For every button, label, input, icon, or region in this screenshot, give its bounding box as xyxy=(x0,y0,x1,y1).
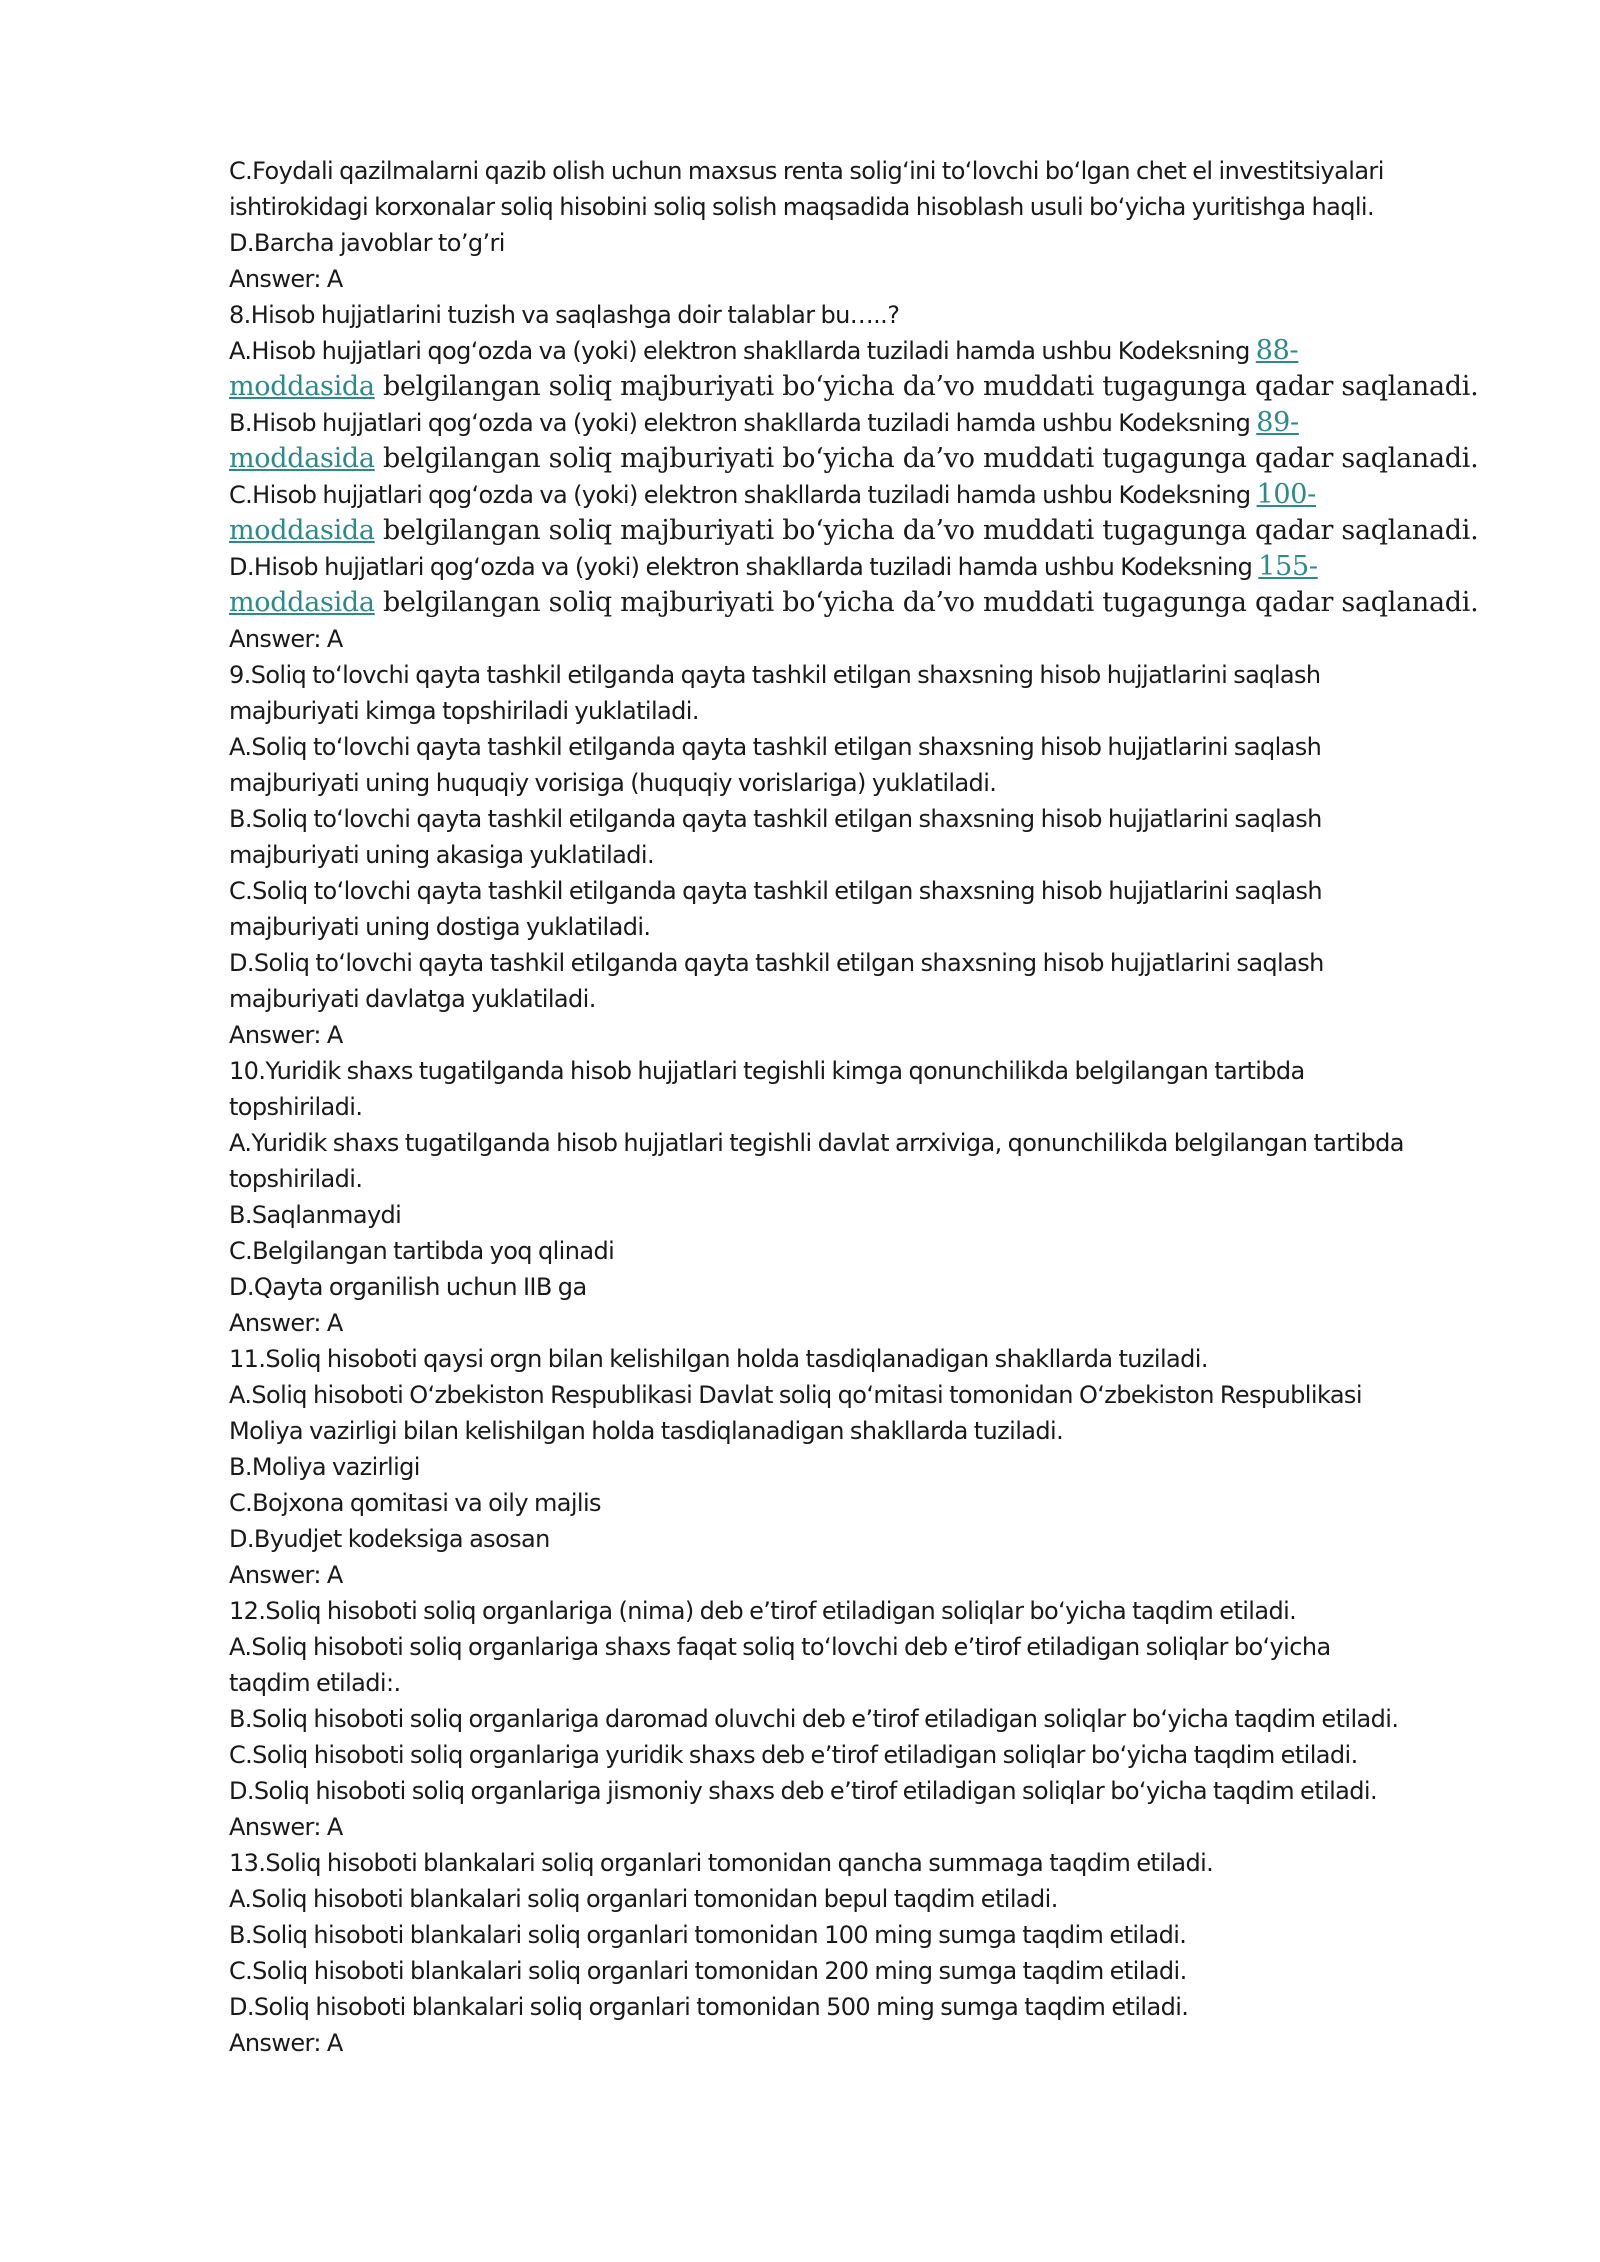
text-line: D.Qayta organilish uchun IIB ga xyxy=(229,1273,587,1301)
text-line: C.Soliq hisoboti blankalari soliq organlari tomonidan 200 ming sumga taqdim etiladi. xyxy=(229,1957,1187,1985)
text-line: Answer: A xyxy=(229,2029,343,2057)
option-text: D.Hisob hujjatlari qog‘ozda va (yoki) elektron shakllarda tuziladi hamda ushbu Kodeksning xyxy=(229,553,1259,581)
text-line: B.Soliq hisoboti blankalari soliq organlari tomonidan 100 ming sumga taqdim etiladi. xyxy=(229,1921,1187,1949)
text-line: C.Belgilangan tartibda yoq qlinadi xyxy=(229,1237,615,1265)
text-line: topshiriladi. xyxy=(229,1093,363,1121)
text-line: A.Soliq to‘lovchi qayta tashkil etilganda qayta tashkil etilgan shaxsning hisob hujjatlarini saqlash xyxy=(229,733,1322,761)
q8-option-a-line2 xyxy=(229,369,1529,405)
answer-line: Answer: A xyxy=(229,265,343,293)
text-line: A.Yuridik shaxs tugatilganda hisob hujjatlari tegishli davlat arrxiviga, qonunchilikda belgilangan tartibda xyxy=(229,1129,1404,1157)
text-line: majburiyati kimga topshiriladi yuklatiladi. xyxy=(229,697,699,725)
text-line: C.Foydali qazilmalarni qazib olish uchun maxsus renta solig‘ini to‘lovchi bo‘lgan chet el investitsiyalari xyxy=(229,157,1384,185)
text-line: Answer: A xyxy=(229,1309,343,1337)
q8-option-c-line2 xyxy=(229,513,1529,549)
article-88-link-cont[interactable]: moddasida xyxy=(229,371,375,402)
text-line: majburiyati uning akasiga yuklatiladi. xyxy=(229,841,655,869)
text-line: B.Moliya vazirligi xyxy=(229,1453,420,1481)
text-line: D.Byudjet kodeksiga asosan xyxy=(229,1525,550,1553)
text-line: taqdim etiladi:. xyxy=(229,1669,401,1697)
text-line: A.Soliq hisoboti O‘zbekiston Respublikasi Davlat soliq qo‘mitasi tomonidan O‘zbekiston Respublikasi xyxy=(229,1381,1362,1409)
text-line: D.Barcha javoblar to’g’ri xyxy=(229,229,505,257)
article-155-link[interactable]: 155- xyxy=(1258,551,1318,582)
text-line: 12.Soliq hisoboti soliq organlariga (nima) deb e’tirof etiladigan soliqlar bo‘yicha taqdim etiladi. xyxy=(229,1597,1297,1625)
text-line: C.Bojxona qomitasi va oily majlis xyxy=(229,1489,601,1517)
document-page xyxy=(229,153,1529,2061)
option-text-rest: belgilangan soliq majburiyati bo‘yicha da’vo muddati tugagunga qadar saqlanadi. xyxy=(374,371,1479,402)
text-line: A.Soliq hisoboti soliq organlariga shaxs faqat soliq to‘lovchi deb e’tirof etiladigan soliqlar bo‘yicha xyxy=(229,1633,1331,1661)
q8-option-b-line2 xyxy=(229,441,1529,477)
text-line: Answer: A xyxy=(229,625,343,653)
remaining-lines xyxy=(229,621,1529,2061)
option-text: A.Hisob hujjatlari qog‘ozda va (yoki) elektron shakllarda tuziladi hamda ushbu Kodeksning xyxy=(229,337,1256,365)
text-line: B.Soliq hisoboti soliq organlariga daromad oluvchi deb e’tirof etiladigan soliqlar bo‘yicha taqdim etiladi. xyxy=(229,1705,1399,1733)
text-line: D.Soliq to‘lovchi qayta tashkil etilganda qayta tashkil etilgan shaxsning hisob hujjatlarini saqlash xyxy=(229,949,1324,977)
article-100-link-cont[interactable]: moddasida xyxy=(229,515,375,546)
text-line: majburiyati uning dostiga yuklatiladi. xyxy=(229,913,651,941)
text-line: D.Soliq hisoboti soliq organlariga jismoniy shaxs deb e’tirof etiladigan soliqlar bo‘yicha taqdim etiladi. xyxy=(229,1777,1377,1805)
text-line: 10.Yuridik shaxs tugatilganda hisob hujjatlari tegishli kimga qonunchilikda belgilangan tartibda xyxy=(229,1057,1305,1085)
article-155-link-cont[interactable]: moddasida xyxy=(229,587,375,618)
text-line: ishtirokidagi korxonalar soliq hisobini soliq solish maqsadida hisoblash usuli bo‘yicha yuritishga haqli. xyxy=(229,193,1375,221)
text-line: A.Soliq hisoboti blankalari soliq organlari tomonidan bepul taqdim etiladi. xyxy=(229,1885,1058,1913)
article-89-link[interactable]: 89- xyxy=(1256,407,1299,438)
article-88-link[interactable]: 88- xyxy=(1255,335,1299,366)
option-text-rest: belgilangan soliq majburiyati bo‘yicha da’vo muddati tugagunga qadar saqlanadi. xyxy=(374,587,1479,618)
text-line: D.Soliq hisoboti blankalari soliq organlari tomonidan 500 ming sumga taqdim etiladi. xyxy=(229,1993,1189,2021)
question-8: 8.Hisob hujjatlarini tuzish va saqlashga doir talablar bu…..? xyxy=(229,301,900,329)
text-line: majburiyati uning huquqiy vorisiga (huquqiy vorislariga) yuklatiladi. xyxy=(229,769,997,797)
text-line: C.Soliq hisoboti soliq organlariga yuridik shaxs deb e’tirof etiladigan soliqlar bo‘yicha taqdim etiladi. xyxy=(229,1741,1358,1769)
text-line: Answer: A xyxy=(229,1021,343,1049)
option-text-rest: belgilangan soliq majburiyati bo‘yicha da’vo muddati tugagunga qadar saqlanadi. xyxy=(374,515,1479,546)
text-line: Moliya vazirligi bilan kelishilgan holda tasdiqlanadigan shakllarda tuziladi. xyxy=(229,1417,1064,1445)
article-100-link[interactable]: 100- xyxy=(1256,479,1317,510)
q8-option-a-line1 xyxy=(229,333,1529,369)
text-line: 11.Soliq hisoboti qaysi orgn bilan kelishilgan holda tasdiqlanadigan shakllarda tuziladi. xyxy=(229,1345,1208,1373)
text-line: Answer: A xyxy=(229,1813,343,1841)
text-line: B.Soliq to‘lovchi qayta tashkil etilganda qayta tashkil etilgan shaxsning hisob hujjatlarini saqlash xyxy=(229,805,1322,833)
text-line: B.Saqlanmaydi xyxy=(229,1201,402,1229)
option-text: C.Hisob hujjatlari qog‘ozda va (yoki) elektron shakllarda tuziladi hamda ushbu Kodeksning xyxy=(229,481,1257,509)
q8-option-d-line1 xyxy=(229,549,1529,585)
text-line: topshiriladi. xyxy=(229,1165,363,1193)
q8-option-c-line1 xyxy=(229,477,1529,513)
option-text: B.Hisob hujjatlari qog‘ozda va (yoki) elektron shakllarda tuziladi hamda ushbu Kodeksning xyxy=(229,409,1257,437)
text-line: 13.Soliq hisoboti blankalari soliq organlari tomonidan qancha summaga taqdim etiladi. xyxy=(229,1849,1214,1877)
text-line: majburiyati davlatga yuklatiladi. xyxy=(229,985,596,1013)
text-line: C.Soliq to‘lovchi qayta tashkil etilganda qayta tashkil etilgan shaxsning hisob hujjatlarini saqlash xyxy=(229,877,1323,905)
article-89-link-cont[interactable]: moddasida xyxy=(229,443,375,474)
q8-option-d-line2 xyxy=(229,585,1529,621)
q8-option-b-line1 xyxy=(229,405,1529,441)
text-line: 9.Soliq to‘lovchi qayta tashkil etilganda qayta tashkil etilgan shaxsning hisob hujjatlarini saqlash xyxy=(229,661,1321,689)
text-line: Answer: A xyxy=(229,1561,343,1589)
option-text-rest: belgilangan soliq majburiyati bo‘yicha da’vo muddati tugagunga qadar saqlanadi. xyxy=(374,443,1479,474)
